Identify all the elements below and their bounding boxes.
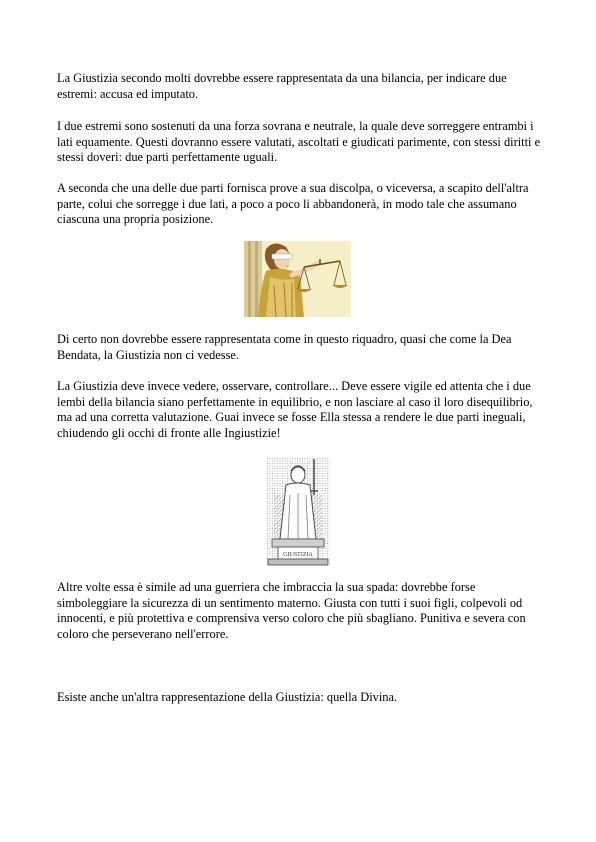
justice-statue-engraving [264, 455, 332, 567]
paragraph-blindfold: Di certo non dovrebbe essere rappresentata come in questo riquadro, quasi che come la Dea Bendata, la Giustizia non ci vedesse. [57, 332, 512, 362]
statue-icon [264, 455, 332, 567]
paragraph-divine-justice: Esiste anche un'altra rappresentazione della Giustizia: quella Divina. [57, 690, 398, 704]
blindfolded-justice-illustration [244, 241, 351, 317]
paragraph-vigilance: La Giustizia deve invece vedere, osservare, controllare... Deve essere vigile ed attenta che i due lembi della bilancia siano perfettamente in equilibrio, e non lasciare al caso il loro disequilibrio, ma ad una corretta valutazione. Guai invece se fosse Ella stessa a rendere le due parti ineguali, chiudendo gli occhi di fronte alle Ingiustizie! [57, 379, 533, 440]
statue-plaque-label: GIUSTIZIA [283, 552, 313, 558]
paragraph-evidence: A seconda che una delle due parti fornisca prove a sua discolpa, o viceversa, a scapito dell'altra parte, colui che sorregge i due lati, a poco a poco li abbandonerà, in modo tale che assumano ciascuna una propria posizione. [57, 181, 529, 227]
justice-scale-icon [244, 241, 351, 317]
paragraph-warrior: Altre volte essa è simile ad una guerriera che imbraccia la sua spada: dovrebbe forse simboleggiare la sicurezza di un sentimento materno. Giusta con tutti i suoi figli, colpevoli od innocenti, e più protettiva e comprensiva verso coloro che più sbagliano. Punitiva e severa con coloro che perseverano nell'errore. [57, 580, 526, 641]
paragraph-scale-intro: La Giustizia secondo molti dovrebbe essere rappresentata da una bilancia, per indicare due estremi: accusa ed imputato. [57, 71, 507, 101]
paragraph-sovereign-force: I due estremi sono sostenuti da una forza sovrana e neutrale, la quale deve sorreggere entrambi i lati equamente. Questi dovranno essere valutati, ascoltati e giudicati parimente, con stessi diritti e stessi doveri: due parti perfettamente uguali. [57, 119, 541, 165]
